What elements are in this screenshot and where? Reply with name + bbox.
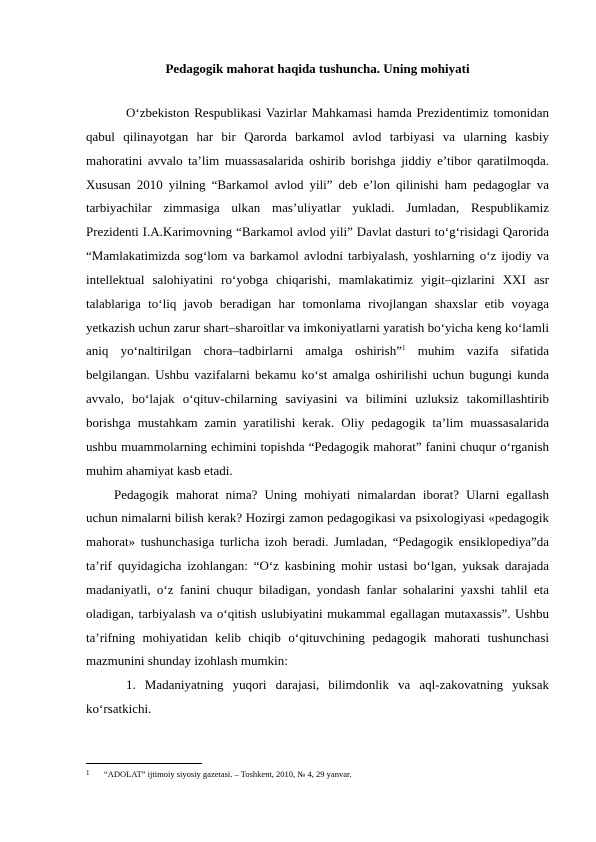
- paragraph-intro-continuation: muhim vazifa sifatida belgilangan. Ushbu vazifalarni bekamu ko‘st amalga oshirilishi uchun bugungi kunda avvalo, bo‘lajak o‘qituv-chilarning saviyasini va bilimini uzluksiz takomillashtirib borishga mustahkam zamin yaratilishi kerak. Oliy pedagogik ta’lim muassasalarida ushbu muammolarning echimini topishda “Pedagogik mahorat” fanini chuqur o‘rganish muhim ahamiyat kasb etadi.: [86, 343, 549, 478]
- footnote-divider: [86, 763, 202, 764]
- paragraph-intro: [86, 101, 549, 483]
- paragraph-intro-text: O‘zbekiston Respublikasi Vazirlar Mahkamasi hamda Prezidentimiz tomonidan qabul qilinayotgan har bir Qarorda barkamol avlod tarbiyasi va ularning kasbiy mahoratini avvalo ta’lim muassasalarida oshirib borishga jiddiy e’tibor qaratilmoqda. Xususan 2010 yilning “Barkamol avlod yili” deb e’lon qilinishi ham pedagoglar va tarbiyachilar zimmasiga ulkan mas’uliyatlar yukladi. Jumladan, Respublikamiz Prezidenti I.A.Karimovning “Barkamol avlod yili” Davlat dasturi to‘g‘risidagi Qarorida “Mamlakatimizda sog‘lom va barkamol avlodni tarbiyalash, yoshlarning o‘z ijodiy va intellektual salohiyatini ro‘yobga chiqarishi, mamlakatimiz yigit–qizlarini XXI asr talablariga to‘liq javob beradigan har tomonlama rivojlangan shaxslar etib voyaga yetkazish uchun zarur shart–sharoitlar va imkoniyatlarni yaratish bo‘yicha keng ko‘lamli aniq yo‘naltirilgan chora–tadbirlarni amalga oshirish”: [86, 105, 549, 359]
- footnote-reference: 1: [402, 344, 406, 353]
- list-item-1: 1. Madaniyatning yuqori darajasi, bilimdonlik va aql-zakovatning yuksak ko‘rsatkichi.: [86, 677, 549, 717]
- paragraph-definition: Pedagogik mahorat nima? Uning mohiyati nimalardan iborat? Ularni egallash uchun nimalarni bilish kerak? Hozirgi zamon pedagogikasi va psixologiyasi «pedagogik mahorat» tushunchasiga turlicha izoh beradi. Jumladan, “Pedagogik ensiklopediya”da ta’rif quyidagicha izohlangan: “O‘z kasbining mohir ustasi bo‘lgan, yuksak darajada madaniyatli, o‘z fanini chuqur biladigan, yondash fanlar sohalarini yaxshi tahlil eta oladigan, tarbiyalash va o‘qitish uslubiyatini mukammal egallagan mutaxassis”. Ushbu ta’rifning mohiyatidan kelib chiqib o‘qituvchining pedagogik mahorati tushunchasi mazmunini shunday izohlash mumkin:: [86, 486, 549, 669]
- footnote-mark: 1: [86, 769, 90, 777]
- footnote-text: “ADOLAT” ijtimoiy siyosiy gazetasi. – Toshkent, 2010, № 4, 29 yanvar.: [104, 769, 352, 779]
- document-title: Pedagogik mahorat haqida tushuncha. Uning mohiyati: [165, 61, 470, 76]
- footnote: [86, 767, 549, 780]
- document-body: [86, 101, 549, 721]
